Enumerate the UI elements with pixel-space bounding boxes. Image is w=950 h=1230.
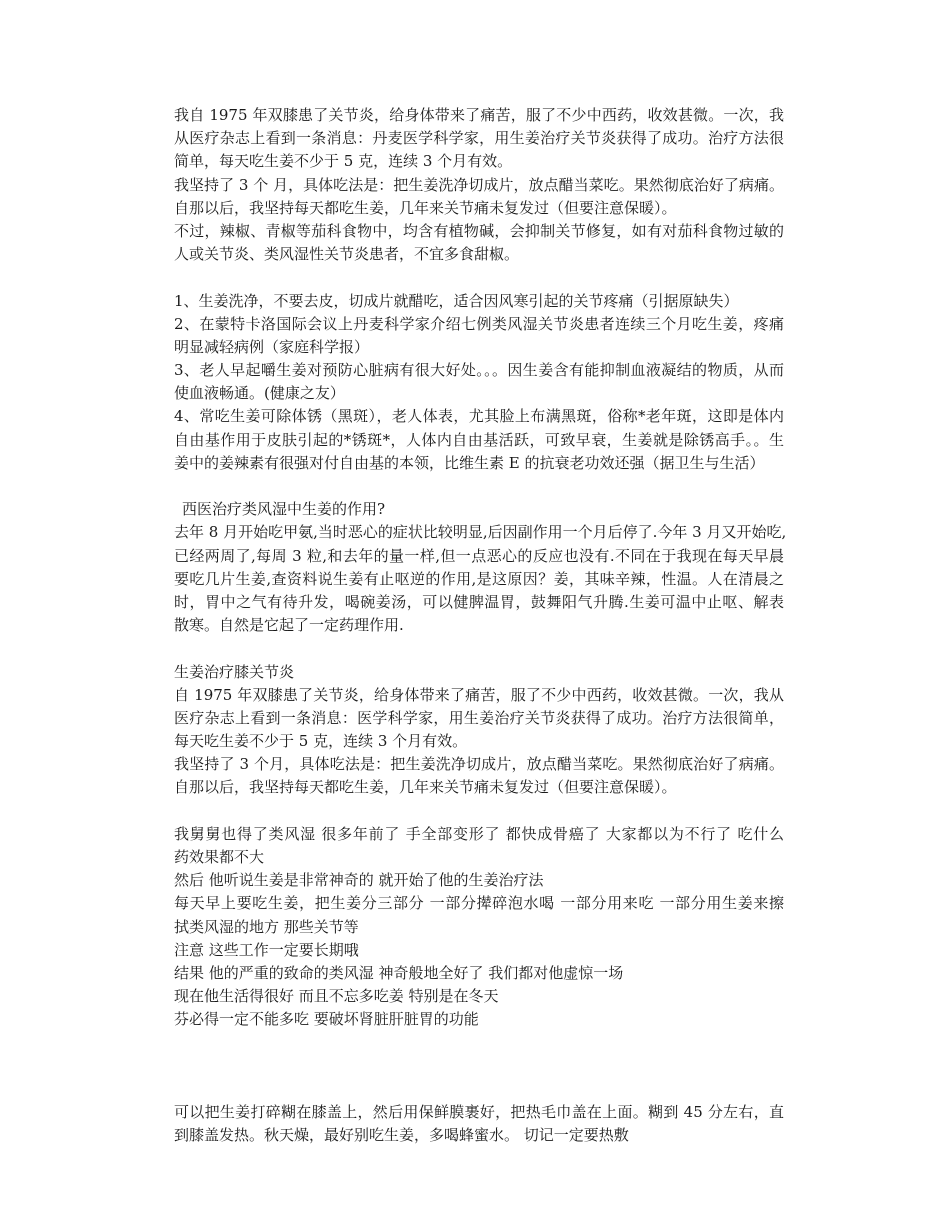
section-heading: 生姜治疗膝关节炎 (174, 662, 295, 681)
text-line: 我坚持了 3 个 月，具体吃法是：把生姜洗净切成片，放点醋当菜吃。果然彻底治好了病痛。 (174, 175, 784, 194)
list-item-continuation: 明显减轻病例（家庭科学报） (174, 337, 370, 356)
list-item-continuation: 自由基作用于皮肤引起的*锈斑*，人体内自由基活跃，可致早衰，生姜就是除锈高手。。生 (174, 430, 784, 449)
text-line: 自那以后，我坚持每天都吃生姜，几年来关节痛未复发过（但要注意保暖）。 (174, 778, 677, 797)
text-line: 自那以后，我坚持每天都吃生姜，几年来关节痛未复发过（但要注意保暖）。 (174, 198, 677, 217)
section-uncle-story (174, 823, 784, 1032)
text-line: 医疗杂志上看到一条消息：医学科学家，用生姜治疗关节炎获得了成功。治疗方法很简单， (174, 708, 784, 727)
spacer (174, 1078, 784, 1101)
text-line: 去年 8 月开始吃甲氨,当时恶心的症状比较明显,后因副作用一个月后停了.今年 3 月又开始吃, (174, 523, 787, 542)
text-line: 到膝盖发热。秋天燥，最好别吃生姜，多喝蜂蜜水。 切记一定要热敷 (174, 1126, 629, 1145)
text-line: 散寒。自然是它起了一定药理作用. (174, 616, 404, 635)
spacer (174, 637, 784, 660)
text-line: 不过，辣椒、青椒等茄科食物中，均含有植物碱，会抑制关节修复，如有对茄科食物过敏的 (174, 221, 784, 240)
text-line: 自 1975 年双膝患了关节炎，给身体带来了痛苦，服了不少中西药，收效甚微。一次，我从 (174, 685, 784, 704)
section-knee-treatment (174, 661, 784, 800)
list-item: 4、常吃生姜可除体锈（黑斑），老人体表，尤其脸上布满黑斑，俗称*老年斑，这即是体内 (174, 407, 784, 426)
spacer (174, 800, 784, 823)
spacer (174, 1032, 784, 1078)
text-line: 我自 1975 年双膝患了关节炎，给身体带来了痛苦，服了不少中西药，收效甚微。一次，我 (174, 106, 784, 124)
text-line: 我坚持了 3 个月，具体吃法是：把生姜洗净切成片，放点醋当菜吃。果然彻底治好了病痛。 (174, 755, 784, 774)
text-line: 芬必得一定不能多吃 要破坏肾脏肝脏胃的功能 (174, 1010, 479, 1029)
list-item-continuation: 姜中的姜辣素有很强对付自由基的本领，比维生素 E 的抗衰老功效还强（据卫生与生活） (174, 453, 765, 472)
text-line: 每天早上要吃生姜，把生姜分三部分 一部分撵碎泡水喝 一部分用来吃 一部分用生姜来擦 (174, 894, 784, 913)
text-line: 可以把生姜打碎糊在膝盖上，然后用保鲜膜裹好，把热毛巾盖在上面。糊到 45 分左右，直 (174, 1103, 784, 1122)
text-line: 然后 他听说生姜是非常神奇的 就开始了他的生姜治疗法 (174, 871, 544, 890)
text-line: 注意 这些工作一定要长期哦 (174, 940, 359, 959)
spacer (174, 266, 784, 289)
text-line: 每天吃生姜不少于 5 克，连续 3 个月有效。 (174, 732, 468, 751)
text-line: 时，胃中之气有待升发，喝碗姜汤，可以健脾温胃，鼓舞阳气升腾.生姜可温中止呕、解表 (174, 592, 784, 611)
text-line: 要吃几片生姜,查资料说生姜有止呕逆的作用,是这原因？姜，其味辛辣，性温。人在清晨之 (174, 569, 784, 588)
section-heading: 西医治疗类风湿中生姜的作用? (182, 500, 386, 519)
list-item: 3、老人早起嚼生姜对预防心脏病有很大好处。。。因生姜含有能抑制血液凝结的物质，从而 (174, 361, 784, 380)
list-item: 2、在蒙特卡洛国际会议上丹麦科学家介绍七例类风湿关节炎患者连续三个月吃生姜，疼痛 (174, 314, 784, 333)
text-line: 人或关节炎、类风湿性关节炎患者，不宜多食甜椒。 (174, 245, 520, 264)
text-line: 已经两周了,每周 3 粒,和去年的量一样,但一点恶心的反应也没有.不同在于我现在每天早晨 (174, 546, 784, 565)
spacer (174, 475, 784, 498)
text-line: 我舅舅也得了类风湿 很多年前了 手全部变形了 都快成骨癌了 大家都以为不行了 吃什么 (174, 824, 784, 843)
numbered-list (174, 290, 784, 476)
text-line: 药效果都不大 (174, 848, 265, 866)
list-item: 1、生姜洗净，不要去皮，切成片就醋吃，适合因风寒引起的关节疼痛（引据原缺失） (174, 291, 739, 310)
text-line: 从医疗杂志上看到一条消息：丹麦医学科学家，用生姜治疗关节炎获得了成功。治疗方法很 (174, 129, 784, 148)
text-line: 现在他生活得很好 而且不忘多吃姜 特别是在冬天 (174, 987, 499, 1006)
list-item-continuation: 使血液畅通。(健康之友） (174, 384, 345, 403)
document-page (174, 104, 787, 1147)
text-line: 拭类风湿的地方 那些关节等 (174, 917, 359, 936)
section-poultice-tip (174, 1101, 784, 1147)
text-line: 简单，每天吃生姜不少于 5 克，连续 3 个月有效。 (174, 152, 513, 171)
section-western-medicine (174, 498, 787, 637)
text-line: 结果 他的严重的致命的类风湿 神奇般地全好了 我们都对他虚惊一场 (174, 963, 624, 982)
paragraph-knee-story-1 (174, 104, 784, 266)
